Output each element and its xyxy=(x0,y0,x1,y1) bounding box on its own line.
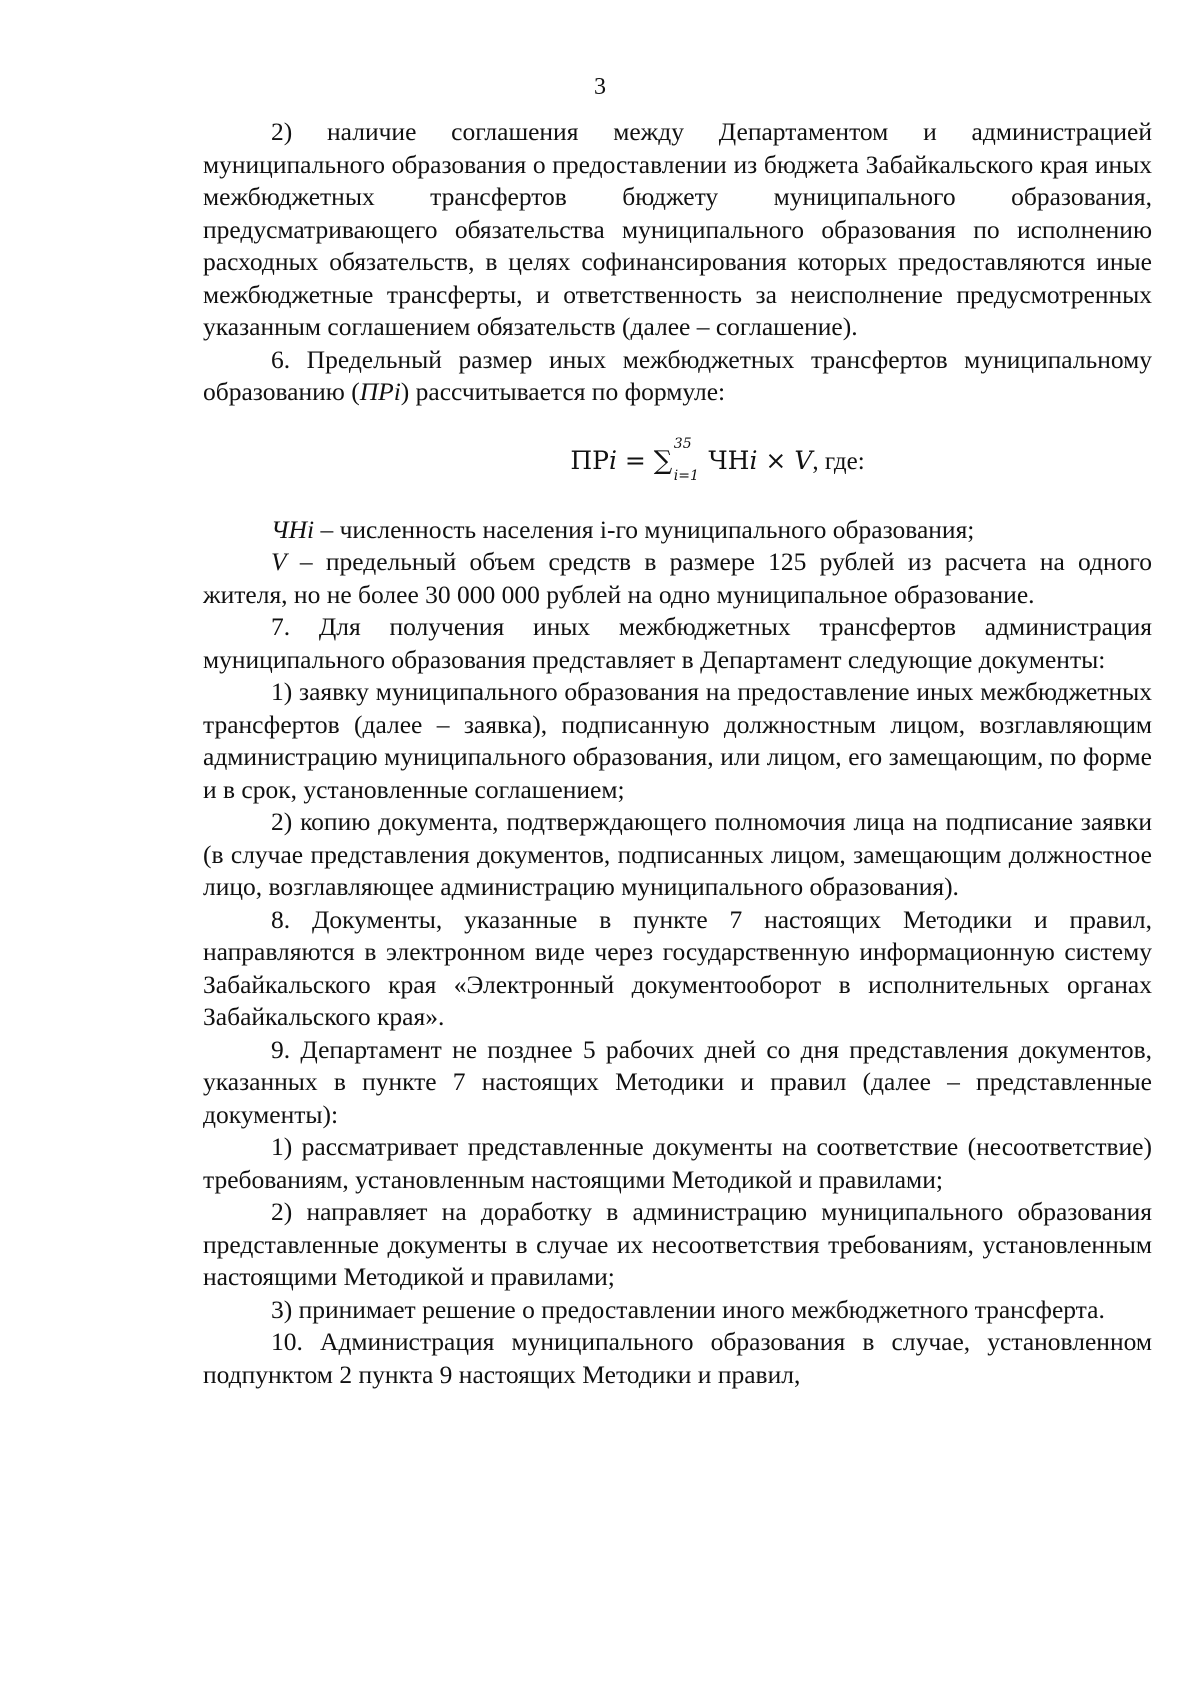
paragraph-item-7-2: 2) копию документа, подтверждающего полномочия лица на подписание заявки (в случае представления документов, подписанных лицом, замещающим должностное лицо, возглавляющее администрацию муниципального образования). xyxy=(203,807,1152,901)
page-number: 3 xyxy=(594,74,606,100)
paragraph-item-9-2: 2) направляет на доработку в администрацию муниципального образования представленные документы в случае их несоответствия требованиям, установленным настоящими Методикой и правилами; xyxy=(203,1197,1152,1291)
formula-variable-pri: ПРi xyxy=(359,377,401,406)
paragraph-item-5-2: 2) наличие соглашения между Департаментом и администрацией муниципального образования о предоставлении из бюджета Забайкальского края иных межбюджетных трансфертов бюджету муниципального образования, предусматривающего обязательства муниципального образования по исполнению расходных обязательств, в целях софинансирования которых предоставляются иные межбюджетные трансферты, и ответственность за неисполнение предусмотренных указанным соглашением обязательств (далее – соглашение). xyxy=(203,117,1152,341)
definition-chni xyxy=(203,514,1152,547)
document-body xyxy=(203,116,1152,1391)
formula-term: ЧН xyxy=(708,445,750,475)
formula-v: V xyxy=(794,445,813,475)
paragraph-item-9-3: 3) принимает решение о предоставлении иного межбюджетного трансферта. xyxy=(271,1294,1105,1324)
definition-text: – предельный объем средств в размере 125 рублей из расчета на одного жителя, но не более 30 000 000 рублей на одно муниципальное образование. xyxy=(203,547,1152,609)
formula-equals: = xyxy=(616,445,654,475)
formula-lhs: ПР xyxy=(570,445,609,475)
formula xyxy=(203,435,1152,484)
sum-sign: ∑ xyxy=(653,445,673,476)
definition-v xyxy=(203,546,1152,611)
paragraph-item-6 xyxy=(203,344,1152,409)
paragraph-item-9-1: 1) рассматривает представленные документы на соответствие (несоответствие) требованиям, установленным настоящими Методикой и правилами; xyxy=(203,1132,1152,1194)
definition-variable: V xyxy=(271,547,287,576)
paragraph-item-9: 9. Департамент не позднее 5 рабочих дней со дня представления документов, указанных в пункте 7 настоящих Методики и правил (далее – представленные документы): xyxy=(203,1034,1152,1129)
sum-upper-limit: 35 xyxy=(673,435,692,452)
paragraph-text: ) рассчитывается по формуле: xyxy=(400,377,726,406)
paragraph-item-7: 7. Для получения иных межбюджетных трансфертов администрация муниципального образования представляет в Департамент следующие документы: xyxy=(203,612,1152,674)
formula-lhs-index: i xyxy=(608,445,617,475)
formula-times: × xyxy=(757,445,795,475)
formula-term-index: i xyxy=(749,445,758,475)
paragraph-text: 6. Предельный размер иных межбюджетных трансфертов муниципальному образованию ( xyxy=(203,344,1152,406)
formula-sum xyxy=(653,435,709,484)
paragraph-item-8: 8. Документы, указанные в пункте 7 настоящих Методики и правил, направляются в электронном виде через государственную информационную систему Забайкальского края «Электронный документооборот в исполнительных органах Забайкальского края». xyxy=(203,904,1152,1031)
paragraph-item-7-1: 1) заявку муниципального образования на предоставление иных межбюджетных трансфертов (далее – заявка), подписанную должностным лицом, возглавляющим администрацию муниципального образования, или лицом, его замещающим, по форме и в срок, установленные соглашением; xyxy=(203,677,1152,804)
definition-text: – численность населения i-го муниципального образования; xyxy=(314,514,975,544)
definition-variable: ЧНi xyxy=(271,514,315,544)
formula-tail: , где: xyxy=(812,447,865,475)
sum-lower-limit: i=1 xyxy=(673,467,699,484)
paragraph-item-10: 10. Администрация муниципального образования в случае, установленном подпунктом 2 пункта 9 настоящих Методики и правил, xyxy=(203,1327,1152,1389)
